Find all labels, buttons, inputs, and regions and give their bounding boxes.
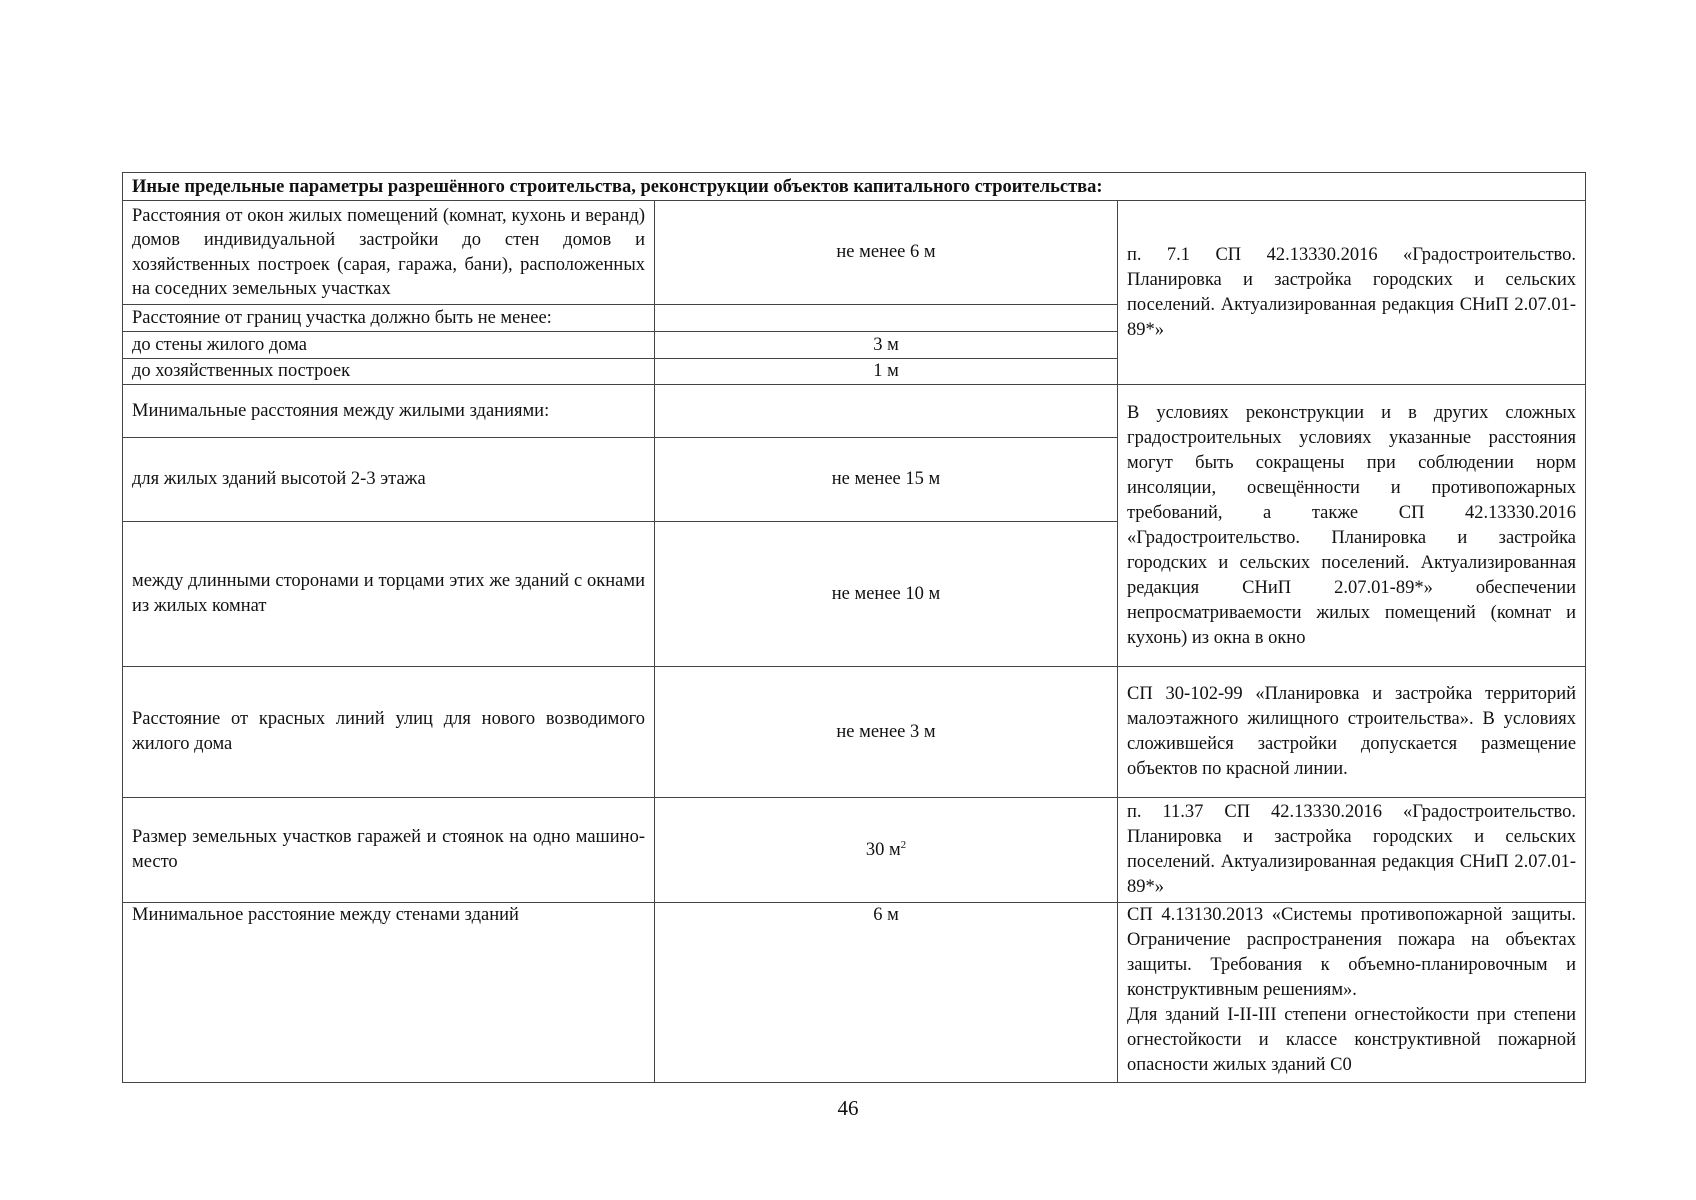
value-cell: 1 м bbox=[655, 359, 1118, 385]
param-cell: Расстояния от окон жилых помещений (комнат, кухонь и веранд) домов индивидуальной застройки до стен домов и хозяйственных построек (сарая, гаража, бани), расположенных на соседних земельных участках bbox=[123, 201, 655, 305]
value-cell bbox=[655, 385, 1118, 438]
table-row bbox=[123, 667, 1586, 798]
value-cell bbox=[655, 798, 1118, 903]
basis-cell: СП 30-102-99 «Планировка и застройка территорий малоэтажного жилищного строительства». В условиях сложившейся застройки допускается размещение объектов по красной линии. bbox=[1118, 667, 1586, 798]
value-cell bbox=[655, 305, 1118, 332]
param-cell: Минимальное расстояние между стенами зданий bbox=[123, 903, 655, 1083]
basis-paragraph: Для зданий I-II-III степени огнестойкости при степени огнестойкости и классе конструктивной пожарной опасности жилых зданий С0 bbox=[1127, 1005, 1577, 1075]
basis-cell: В условиях реконструкции и в других сложных градостроительных условиях указанные расстояния могут быть сокращены при соблюдении норм инсоляции, освещённости и противопожарных требований, а также СП 42.13330.2016 «Градостроительство. Планировка и застройка городских и сельских поселений. Актуализированная редакция СНиП 2.07.01-89*» обеспечении непросматриваемости жилых помещений (комнат и кухонь) из окна в окно bbox=[1118, 385, 1586, 667]
table-row bbox=[123, 798, 1586, 903]
value-cell: не менее 15 м bbox=[655, 438, 1118, 522]
table-row bbox=[123, 201, 1586, 305]
basis-cell bbox=[1118, 903, 1586, 1083]
value-cell: не менее 10 м bbox=[655, 522, 1118, 667]
table-row bbox=[123, 903, 1586, 1083]
page-number: 46 bbox=[837, 1096, 859, 1120]
table-row bbox=[123, 385, 1586, 438]
param-cell: Расстояние от красных линий улиц для нового возводимого жилого дома bbox=[123, 667, 655, 798]
value-cell: не менее 6 м bbox=[655, 201, 1118, 305]
param-cell: до стены жилого дома bbox=[123, 332, 655, 359]
value-text: 30 м bbox=[865, 839, 901, 860]
param-cell: между длинными сторонами и торцами этих же зданий с окнами из жилых комнат bbox=[123, 522, 655, 667]
param-cell: для жилых зданий высотой 2-3 этажа bbox=[123, 438, 655, 522]
param-cell: до хозяйственных построек bbox=[123, 359, 655, 385]
basis-cell: п. 11.37 СП 42.13330.2016 «Градостроительство. Планировка и застройка городских и сельских поселений. Актуализированная редакция СНиП 2.07.01-89*» bbox=[1118, 798, 1586, 903]
value-superscript: 2 bbox=[900, 838, 907, 851]
param-cell: Минимальные расстояния между жилыми зданиями: bbox=[123, 385, 655, 438]
table-header-row bbox=[123, 173, 1586, 201]
value-cell: 6 м bbox=[655, 903, 1118, 1083]
table-header: Иные предельные параметры разрешённого строительства, реконструкции объектов капитального строительства: bbox=[123, 173, 1586, 201]
basis-paragraph: СП 4.13130.2013 «Системы противопожарной защиты. Ограничение распространения пожара на объектах защиты. Требования к объемно-планировочным и конструктивным решениям». bbox=[1127, 905, 1577, 1000]
param-cell: Размер земельных участков гаражей и стоянок на одно машино-место bbox=[123, 798, 655, 903]
value-cell: 3 м bbox=[655, 332, 1118, 359]
value-cell: не менее 3 м bbox=[655, 667, 1118, 798]
basis-cell: п. 7.1 СП 42.13330.2016 «Градостроительство. Планировка и застройка городских и сельских поселений. Актуализированная редакция СНиП 2.07.01-89*» bbox=[1118, 201, 1586, 385]
param-cell: Расстояние от границ участка должно быть не менее: bbox=[123, 305, 655, 332]
parameters-table bbox=[122, 172, 1586, 1083]
